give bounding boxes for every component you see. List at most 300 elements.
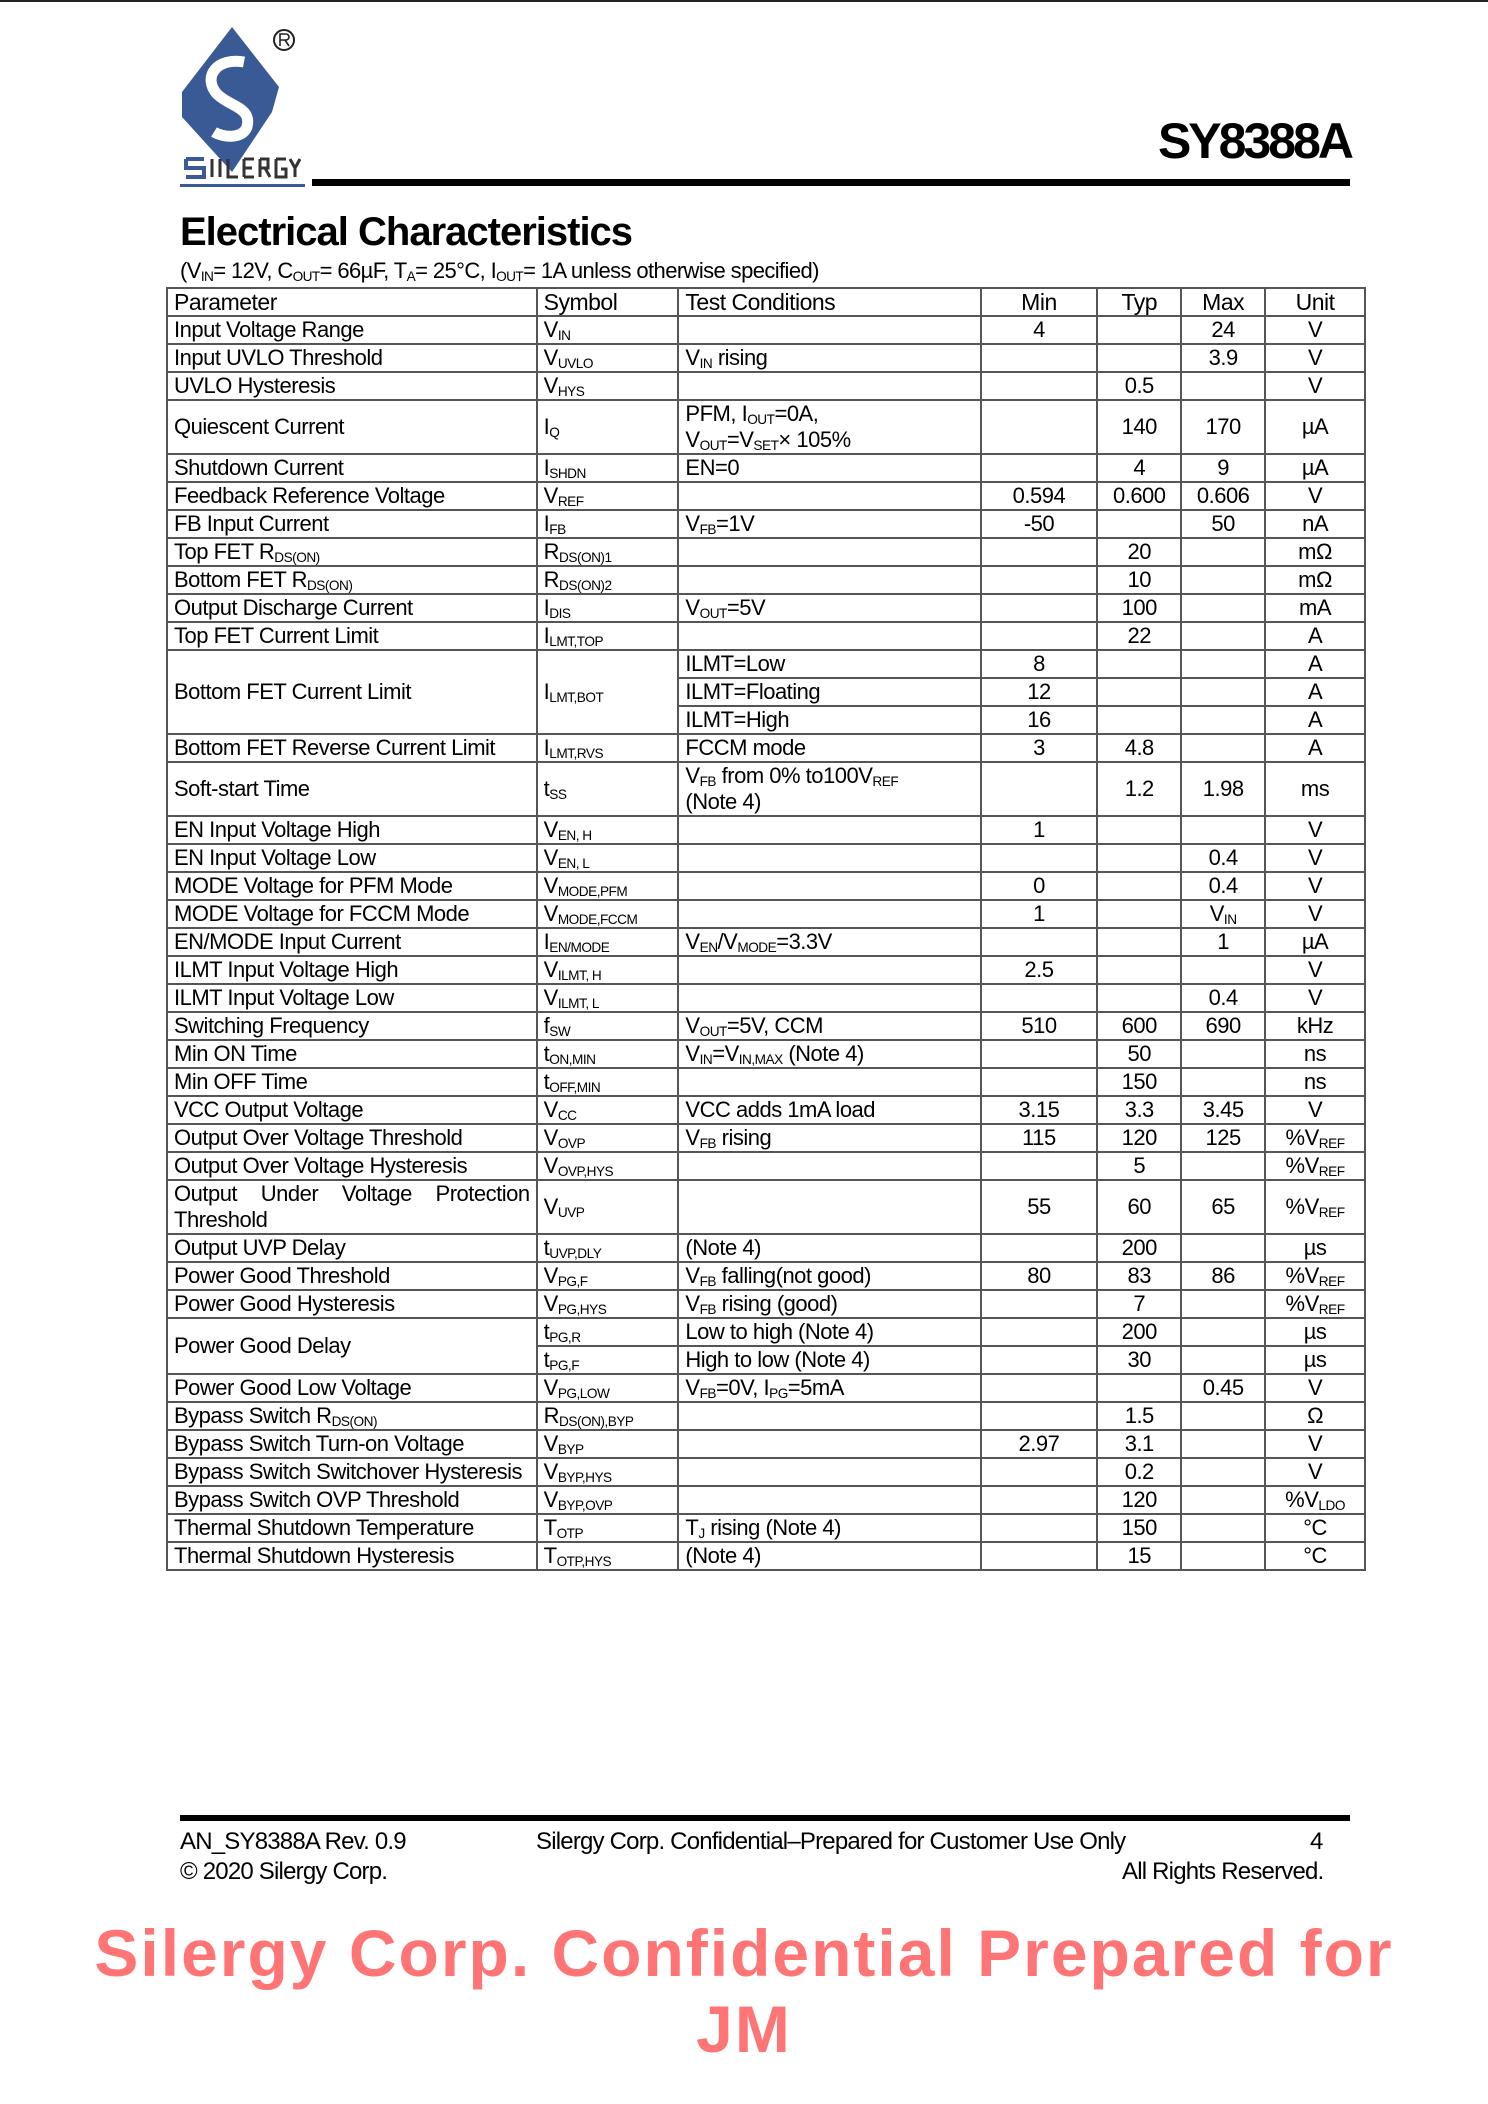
parameter-cell bbox=[167, 1234, 537, 1262]
condition-subscript: OUT bbox=[699, 438, 727, 453]
typ-cell: 120 bbox=[1097, 1124, 1181, 1152]
symbol-cell-text: V bbox=[543, 1431, 558, 1456]
symbol-cell bbox=[537, 316, 679, 344]
unit-cell: V bbox=[1265, 984, 1365, 1012]
parameter-cell bbox=[167, 1012, 537, 1040]
parameter-cell-text: ILMT Input Voltage Low bbox=[174, 985, 394, 1010]
max-cell: 1 bbox=[1181, 928, 1265, 956]
max-cell: 0.606 bbox=[1181, 482, 1265, 510]
unit-cell: Ω bbox=[1265, 1402, 1365, 1430]
symbol-cell-subscript: PG,LOW bbox=[557, 1386, 610, 1401]
condition-text: V bbox=[685, 1291, 700, 1316]
symbol-cell-subscript: HYS bbox=[557, 384, 585, 399]
table-row bbox=[167, 816, 1365, 844]
table-row bbox=[167, 538, 1365, 566]
min-cell: 510 bbox=[981, 1012, 1098, 1040]
symbol-cell-text: V bbox=[543, 1291, 558, 1316]
max-cell bbox=[1181, 1542, 1265, 1570]
symbol-cell-text: V bbox=[543, 1125, 558, 1150]
test-conditions-cell bbox=[678, 1040, 980, 1068]
symbol-cell-text: I bbox=[543, 595, 550, 620]
test-conditions-cell bbox=[678, 928, 980, 956]
parameter-cell bbox=[167, 900, 537, 928]
parameter-cell bbox=[167, 734, 537, 762]
unit-cell: V bbox=[1265, 1374, 1365, 1402]
condition-subscript: OUT bbox=[747, 412, 775, 427]
max-cell: 24 bbox=[1181, 316, 1265, 344]
max-cell bbox=[1181, 1068, 1265, 1096]
condition-text: ILMT=Low bbox=[685, 651, 785, 676]
condition-text: FCCM mode bbox=[685, 735, 806, 760]
parameter-cell bbox=[167, 316, 537, 344]
min-cell bbox=[981, 400, 1098, 454]
symbol-cell bbox=[537, 372, 679, 400]
symbol-cell-text: V bbox=[543, 817, 558, 842]
symbol-cell bbox=[537, 510, 679, 538]
min-cell: 16 bbox=[981, 706, 1098, 734]
header-test-conditions: Test Conditions bbox=[678, 288, 980, 316]
unit-cell-subscript: LDO bbox=[1318, 1498, 1345, 1513]
condition-text: (Note 4) bbox=[685, 1543, 761, 1568]
footer-confidential: Silergy Corp. Confidential–Prepared for Customer Use Only bbox=[536, 1828, 1126, 1855]
test-conditions-cell bbox=[678, 1290, 980, 1318]
symbol-cell-subscript: UVP bbox=[557, 1205, 585, 1220]
typ-cell: 3.3 bbox=[1097, 1096, 1181, 1124]
symbol-cell bbox=[537, 1514, 679, 1542]
condition-subscript: MODE bbox=[737, 940, 777, 955]
symbol-cell-text: R bbox=[543, 539, 560, 564]
unit-cell: V bbox=[1265, 844, 1365, 872]
max-cell: 3.9 bbox=[1181, 344, 1265, 372]
symbol-cell-text: T bbox=[543, 1515, 557, 1540]
note-text: = 25°C, I bbox=[415, 258, 497, 283]
symbol-cell-subscript: BYP,HYS bbox=[557, 1470, 612, 1485]
unit-cell-subscript: REF bbox=[1318, 1302, 1345, 1317]
symbol-cell-subscript: EN, H bbox=[557, 828, 592, 843]
unit-cell-text: %V bbox=[1285, 1487, 1319, 1512]
max-cell: 3.45 bbox=[1181, 1096, 1265, 1124]
parameter-cell bbox=[167, 762, 537, 816]
unit-cell: V bbox=[1265, 344, 1365, 372]
symbol-cell-text: V bbox=[543, 1375, 558, 1400]
unit-cell: ns bbox=[1265, 1040, 1365, 1068]
condition-text: falling(not good) bbox=[716, 1263, 871, 1288]
electrical-characteristics-table bbox=[166, 287, 1366, 1571]
parameter-cell bbox=[167, 622, 537, 650]
min-cell: 12 bbox=[981, 678, 1098, 706]
unit-cell-text: %V bbox=[1285, 1125, 1319, 1150]
header-typ: Typ bbox=[1097, 288, 1181, 316]
parameter-cell bbox=[167, 1180, 537, 1234]
parameter-cell bbox=[167, 816, 537, 844]
unit-cell: V bbox=[1265, 482, 1365, 510]
symbol-cell bbox=[537, 482, 679, 510]
symbol-cell-subscript: CC bbox=[557, 1108, 577, 1123]
header-parameter: Parameter bbox=[167, 288, 537, 316]
test-conditions-cell bbox=[678, 650, 980, 678]
symbol-cell bbox=[537, 454, 679, 482]
min-cell bbox=[981, 1402, 1098, 1430]
min-cell bbox=[981, 1290, 1098, 1318]
typ-cell: 22 bbox=[1097, 622, 1181, 650]
parameter-cell-text: Min ON Time bbox=[174, 1041, 297, 1066]
condition-text: V bbox=[685, 1125, 700, 1150]
max-cell bbox=[1181, 1290, 1265, 1318]
symbol-cell bbox=[537, 1402, 679, 1430]
symbol-cell-text: V bbox=[543, 845, 558, 870]
condition-subscript: OUT bbox=[699, 1024, 727, 1039]
symbol-cell-subscript: EN, L bbox=[557, 856, 590, 871]
parameter-cell-text: Thermal Shutdown Temperature bbox=[174, 1515, 474, 1540]
max-cell bbox=[1181, 678, 1265, 706]
typ-cell: 0.5 bbox=[1097, 372, 1181, 400]
parameter-cell-text: Top FET R bbox=[174, 539, 275, 564]
parameter-cell bbox=[167, 1290, 537, 1318]
parameter-cell-text: Quiescent Current bbox=[174, 414, 345, 439]
typ-cell bbox=[1097, 510, 1181, 538]
condition-subscript: FB bbox=[699, 1136, 717, 1151]
symbol-cell-subscript: ILMT, L bbox=[557, 996, 599, 1011]
test-conditions-cell bbox=[678, 762, 980, 816]
symbol-cell-text: f bbox=[543, 1013, 550, 1038]
symbol-cell bbox=[537, 1068, 679, 1096]
page-title: Electrical Characteristics bbox=[180, 210, 633, 254]
test-conditions-cell bbox=[678, 1542, 980, 1570]
test-conditions-cell bbox=[678, 1458, 980, 1486]
symbol-cell-subscript: BYP,OVP bbox=[557, 1498, 613, 1513]
table-row bbox=[167, 454, 1365, 482]
symbol-cell bbox=[537, 1318, 679, 1346]
parameter-cell-text: Min OFF Time bbox=[174, 1069, 308, 1094]
min-cell bbox=[981, 1152, 1098, 1180]
parameter-cell-text: Power Good Threshold bbox=[174, 1263, 390, 1288]
typ-cell: 60 bbox=[1097, 1180, 1181, 1234]
condition-line bbox=[685, 1235, 973, 1261]
typ-cell: 1.2 bbox=[1097, 762, 1181, 816]
parameter-cell bbox=[167, 1430, 537, 1458]
test-conditions-cell bbox=[678, 706, 980, 734]
typ-cell: 120 bbox=[1097, 1486, 1181, 1514]
symbol-cell-text: R bbox=[543, 1403, 560, 1428]
min-cell bbox=[981, 1458, 1098, 1486]
note-text: (V bbox=[180, 258, 201, 283]
condition-subscript: IN bbox=[699, 1052, 713, 1067]
symbol-cell bbox=[537, 1374, 679, 1402]
condition-text: V bbox=[685, 1375, 700, 1400]
note-text: = 12V, C bbox=[213, 258, 293, 283]
test-conditions-note bbox=[180, 258, 819, 284]
min-cell bbox=[981, 594, 1098, 622]
header-min: Min bbox=[981, 288, 1098, 316]
test-conditions-cell bbox=[678, 1096, 980, 1124]
symbol-cell-subscript: UVLO bbox=[557, 356, 593, 371]
unit-cell: A bbox=[1265, 678, 1365, 706]
typ-cell: 200 bbox=[1097, 1234, 1181, 1262]
unit-cell bbox=[1265, 1262, 1365, 1290]
unit-cell: ms bbox=[1265, 762, 1365, 816]
parameter-cell-text: Output Discharge Current bbox=[174, 595, 413, 620]
parameter-cell bbox=[167, 566, 537, 594]
parameter-cell bbox=[167, 1514, 537, 1542]
table-row bbox=[167, 1152, 1365, 1180]
test-conditions-cell bbox=[678, 956, 980, 984]
min-cell bbox=[981, 344, 1098, 372]
test-conditions-cell bbox=[678, 1262, 980, 1290]
min-cell bbox=[981, 566, 1098, 594]
symbol-cell-subscript: EN/MODE bbox=[549, 940, 610, 955]
unit-cell: µA bbox=[1265, 400, 1365, 454]
symbol-cell bbox=[537, 956, 679, 984]
table-row bbox=[167, 1068, 1365, 1096]
symbol-cell bbox=[537, 1430, 679, 1458]
min-cell: 3.15 bbox=[981, 1096, 1098, 1124]
test-conditions-cell bbox=[678, 594, 980, 622]
typ-cell: 7 bbox=[1097, 1290, 1181, 1318]
note-subscript: IN bbox=[200, 269, 214, 284]
unit-cell: V bbox=[1265, 1096, 1365, 1124]
unit-cell-subscript: REF bbox=[1318, 1205, 1345, 1220]
condition-text: rising (Note 4) bbox=[704, 1515, 841, 1540]
symbol-cell-subscript: LMT,BOT bbox=[549, 690, 604, 705]
unit-cell: mΩ bbox=[1265, 566, 1365, 594]
max-cell: 170 bbox=[1181, 400, 1265, 454]
condition-line bbox=[685, 679, 973, 705]
table-row bbox=[167, 372, 1365, 400]
unit-cell: V bbox=[1265, 872, 1365, 900]
parameter-cell-text: EN/MODE Input Current bbox=[174, 929, 401, 954]
table-row bbox=[167, 650, 1365, 678]
page-top-border bbox=[0, 0, 1488, 2]
table-row bbox=[167, 1514, 1365, 1542]
symbol-cell-subscript: MODE,FCCM bbox=[557, 912, 638, 927]
max-cell: 0.4 bbox=[1181, 872, 1265, 900]
typ-cell bbox=[1097, 984, 1181, 1012]
typ-cell: 15 bbox=[1097, 1542, 1181, 1570]
unit-cell bbox=[1265, 1152, 1365, 1180]
note-subscript: OUT bbox=[292, 269, 320, 284]
condition-text: V bbox=[685, 1013, 700, 1038]
parameter-cell-text: Shutdown Current bbox=[174, 455, 344, 480]
max-cell-subscript: IN bbox=[1223, 912, 1237, 927]
symbol-cell-subscript: LMT,RVS bbox=[549, 746, 604, 761]
symbol-cell bbox=[537, 1234, 679, 1262]
min-cell bbox=[981, 762, 1098, 816]
min-cell bbox=[981, 1234, 1098, 1262]
table-row bbox=[167, 482, 1365, 510]
condition-line bbox=[685, 651, 973, 677]
condition-line bbox=[685, 735, 973, 761]
condition-line bbox=[685, 1319, 973, 1345]
parameter-cell bbox=[167, 372, 537, 400]
min-cell bbox=[981, 372, 1098, 400]
condition-line bbox=[685, 929, 973, 955]
footer-page-number: 4 bbox=[1310, 1828, 1323, 1855]
min-cell bbox=[981, 928, 1098, 956]
symbol-cell-text: V bbox=[543, 901, 558, 926]
min-cell bbox=[981, 1542, 1098, 1570]
table-row bbox=[167, 1458, 1365, 1486]
condition-text: (Note 4) bbox=[685, 1235, 761, 1260]
condition-text: =3.3V bbox=[776, 929, 832, 954]
test-conditions-cell bbox=[678, 844, 980, 872]
symbol-cell bbox=[537, 566, 679, 594]
parameter-cell-subscript: DS(ON) bbox=[274, 550, 320, 565]
parameter-cell-text: Top FET Current Limit bbox=[174, 623, 379, 648]
typ-cell: 30 bbox=[1097, 1346, 1181, 1374]
condition-text: /V bbox=[717, 929, 738, 954]
test-conditions-cell bbox=[678, 622, 980, 650]
symbol-cell-text: I bbox=[543, 679, 550, 704]
parameter-cell bbox=[167, 1402, 537, 1430]
symbol-cell-text: t bbox=[543, 1069, 550, 1094]
max-cell bbox=[1181, 1234, 1265, 1262]
max-cell bbox=[1181, 1430, 1265, 1458]
typ-cell: 20 bbox=[1097, 538, 1181, 566]
test-conditions-cell bbox=[678, 1402, 980, 1430]
unit-cell: µs bbox=[1265, 1346, 1365, 1374]
symbol-cell-subscript: ON,MIN bbox=[549, 1052, 596, 1067]
symbol-cell-subscript: DIS bbox=[549, 606, 571, 621]
table-header-row bbox=[167, 288, 1365, 316]
unit-cell bbox=[1265, 1486, 1365, 1514]
symbol-cell bbox=[537, 344, 679, 372]
min-cell: 80 bbox=[981, 1262, 1098, 1290]
condition-text: =V bbox=[712, 1041, 739, 1066]
test-conditions-cell bbox=[678, 372, 980, 400]
parameter-cell-text: Soft-start Time bbox=[174, 776, 310, 801]
unit-cell-text: %V bbox=[1285, 1291, 1319, 1316]
typ-cell: 1.5 bbox=[1097, 1402, 1181, 1430]
test-conditions-cell bbox=[678, 538, 980, 566]
test-conditions-cell bbox=[678, 1318, 980, 1346]
parameter-cell-text: Output UVP Delay bbox=[174, 1235, 346, 1260]
typ-cell: 4 bbox=[1097, 454, 1181, 482]
min-cell: 55 bbox=[981, 1180, 1098, 1234]
symbol-cell-text: V bbox=[543, 1459, 558, 1484]
test-conditions-cell bbox=[678, 1124, 980, 1152]
parameter-cell bbox=[167, 344, 537, 372]
condition-text: V bbox=[685, 929, 700, 954]
max-cell bbox=[1181, 622, 1265, 650]
typ-cell bbox=[1097, 900, 1181, 928]
typ-cell bbox=[1097, 956, 1181, 984]
typ-cell: 5 bbox=[1097, 1152, 1181, 1180]
parameter-cell bbox=[167, 844, 537, 872]
unit-cell-text: %V bbox=[1285, 1194, 1319, 1219]
symbol-cell-text: t bbox=[543, 1235, 550, 1260]
min-cell bbox=[981, 454, 1098, 482]
condition-text: rising bbox=[712, 345, 768, 370]
symbol-cell-subscript: SS bbox=[549, 787, 567, 802]
typ-cell: 3.1 bbox=[1097, 1430, 1181, 1458]
parameter-cell bbox=[167, 1068, 537, 1096]
condition-text: ILMT=High bbox=[685, 707, 790, 732]
max-cell: 50 bbox=[1181, 510, 1265, 538]
symbol-cell-text: I bbox=[543, 455, 550, 480]
test-conditions-cell bbox=[678, 1234, 980, 1262]
condition-subscript: IN bbox=[699, 356, 713, 371]
parameter-cell-text: Bottom FET Reverse Current Limit bbox=[174, 735, 496, 760]
symbol-cell-subscript: PG,R bbox=[549, 1330, 581, 1345]
parameter-cell-text: Bypass Switch Switchover Hysteresis bbox=[174, 1459, 523, 1484]
test-conditions-cell bbox=[678, 1152, 980, 1180]
typ-cell: 50 bbox=[1097, 1040, 1181, 1068]
table-row bbox=[167, 622, 1365, 650]
condition-text: V bbox=[685, 345, 700, 370]
test-conditions-cell bbox=[678, 1430, 980, 1458]
condition-subscript: J bbox=[698, 1526, 705, 1541]
symbol-cell-subscript: PG,HYS bbox=[557, 1302, 607, 1317]
parameter-cell-text: Bypass Switch OVP Threshold bbox=[174, 1487, 460, 1512]
symbol-cell-subscript: SW bbox=[549, 1024, 571, 1039]
symbol-cell-subscript: MODE,PFM bbox=[557, 884, 628, 899]
parameter-cell-text: EN Input Voltage High bbox=[174, 817, 380, 842]
symbol-cell-text: V bbox=[543, 1097, 558, 1122]
parameter-cell bbox=[167, 482, 537, 510]
test-conditions-cell bbox=[678, 900, 980, 928]
min-cell: 8 bbox=[981, 650, 1098, 678]
unit-cell: µs bbox=[1265, 1318, 1365, 1346]
parameter-cell-text: Feedback Reference Voltage bbox=[174, 483, 445, 508]
parameter-cell-text: Power Good Delay bbox=[174, 1333, 351, 1358]
condition-subscript: REF bbox=[872, 774, 899, 789]
test-conditions-cell bbox=[678, 734, 980, 762]
test-conditions-cell bbox=[678, 816, 980, 844]
min-cell bbox=[981, 622, 1098, 650]
symbol-cell bbox=[537, 1040, 679, 1068]
typ-cell: 150 bbox=[1097, 1068, 1181, 1096]
parameter-cell-text: MODE Voltage for FCCM Mode bbox=[174, 901, 470, 926]
table-row bbox=[167, 734, 1365, 762]
symbol-cell bbox=[537, 1124, 679, 1152]
table-row bbox=[167, 844, 1365, 872]
min-cell bbox=[981, 1068, 1098, 1096]
note-text: = 66µF, T bbox=[319, 258, 407, 283]
unit-cell-subscript: REF bbox=[1318, 1164, 1345, 1179]
condition-line bbox=[685, 511, 973, 537]
test-conditions-cell bbox=[678, 344, 980, 372]
max-cell bbox=[1181, 1458, 1265, 1486]
parameter-cell bbox=[167, 1040, 537, 1068]
symbol-cell-text: V bbox=[543, 373, 558, 398]
condition-subscript: FB bbox=[699, 522, 717, 537]
max-cell bbox=[1181, 1318, 1265, 1346]
condition-line bbox=[685, 455, 973, 481]
symbol-cell-text: t bbox=[543, 1041, 550, 1066]
symbol-cell-text: I bbox=[543, 735, 550, 760]
min-cell: 2.97 bbox=[981, 1430, 1098, 1458]
condition-text: =5V, CCM bbox=[726, 1013, 823, 1038]
typ-cell: 10 bbox=[1097, 566, 1181, 594]
unit-cell: nA bbox=[1265, 510, 1365, 538]
table-row bbox=[167, 510, 1365, 538]
parameter-cell bbox=[167, 1124, 537, 1152]
max-cell: 9 bbox=[1181, 454, 1265, 482]
max-cell bbox=[1181, 1152, 1265, 1180]
symbol-cell bbox=[537, 1012, 679, 1040]
unit-cell-subscript: REF bbox=[1318, 1274, 1345, 1289]
symbol-cell bbox=[537, 816, 679, 844]
typ-cell bbox=[1097, 928, 1181, 956]
condition-text: =0V, I bbox=[716, 1375, 770, 1400]
max-cell: 690 bbox=[1181, 1012, 1265, 1040]
unit-cell: A bbox=[1265, 622, 1365, 650]
symbol-cell-subscript: REF bbox=[557, 494, 584, 509]
symbol-cell-subscript: IN bbox=[557, 328, 571, 343]
footer-rule bbox=[180, 1815, 1350, 1821]
symbol-cell bbox=[537, 1486, 679, 1514]
condition-text: V bbox=[685, 511, 700, 536]
